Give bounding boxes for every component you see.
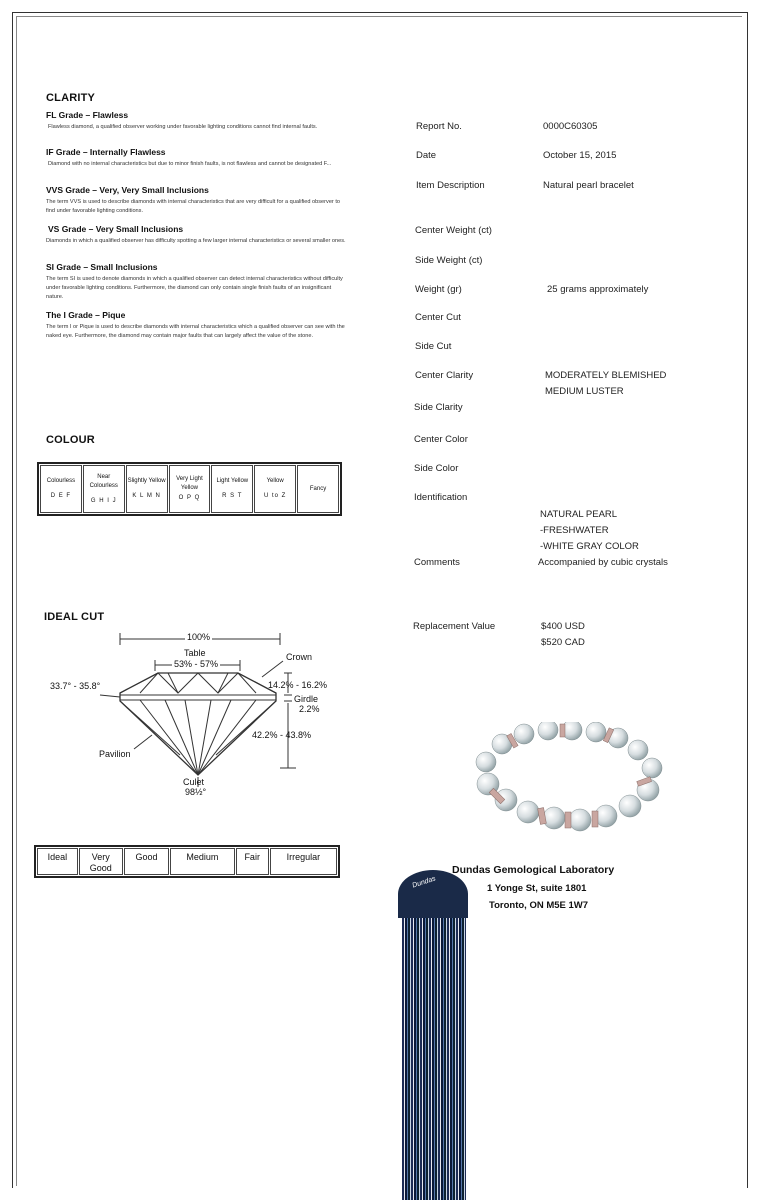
colour-cell-letters: K L M N xyxy=(132,493,161,499)
colour-scale-table xyxy=(37,462,342,516)
value-comments: Accompanied by cubic crystals xyxy=(538,557,668,568)
culet-label: Culet xyxy=(183,777,205,787)
value-report-no: 0000C60305 xyxy=(543,121,598,132)
table-range-label: 53% - 57% xyxy=(174,659,219,669)
grade-fl-text: Flawless diamond, a qualified observer working under favorable lighting conditions cannot find internal faults. xyxy=(48,124,318,130)
crown-height-label: 14.2% - 16.2% xyxy=(268,680,328,690)
culet-value-label: 98½° xyxy=(185,787,207,797)
label-side-color: Side Color xyxy=(414,463,459,474)
cut-grade-cell: Medium xyxy=(170,848,234,875)
value-identification-line1: NATURAL PEARL xyxy=(540,509,618,520)
grade-vs-text: Diamonds in which a qualified observer has difficulty spotting a few larger internal characteristics or several smaller ones. xyxy=(46,238,346,244)
colour-title: COLOUR xyxy=(46,434,95,446)
table-label: Table xyxy=(184,648,206,658)
colour-cell xyxy=(169,465,211,513)
lab-name: Dundas Gemological Laboratory xyxy=(452,864,615,876)
colour-cell-name: Colourless xyxy=(46,478,76,484)
girdle-value-label: 2.2% xyxy=(299,704,320,714)
colour-cell-letters: U to Z xyxy=(263,493,287,499)
girdle-label: Girdle xyxy=(294,694,319,704)
value-date: October 15, 2015 xyxy=(543,150,617,161)
label-center-cut: Center Cut xyxy=(415,312,461,323)
cut-grade-cell: Good xyxy=(124,848,169,875)
pavilion-label: Pavilion xyxy=(99,749,131,759)
colour-cell-letters: G H I J xyxy=(90,497,117,504)
value-identification-line2: -FRESHWATER xyxy=(540,525,609,536)
cut-grade-cell: Irregular xyxy=(270,848,337,875)
total-width-label: 100% xyxy=(187,632,211,642)
colour-cell xyxy=(83,465,125,513)
colour-cell-name: Fancy xyxy=(309,485,327,492)
value-item-description: Natural pearl bracelet xyxy=(543,180,634,191)
cut-grade-cell: Fair xyxy=(236,848,269,875)
label-weight: Weight (gr) xyxy=(415,284,462,295)
pavilion-depth-label: 42.2% - 43.8% xyxy=(252,730,312,740)
clarity-title: CLARITY xyxy=(46,92,96,104)
colour-cell-name: Slightly Yellow xyxy=(127,478,166,484)
colour-cell xyxy=(126,465,168,513)
value-center-clarity-line2: MEDIUM LUSTER xyxy=(545,386,624,397)
colour-cell-name: Near Colourless xyxy=(89,473,118,489)
cut-grade-cell: Very Good xyxy=(79,848,123,875)
pearl-bracelet-image xyxy=(466,722,666,834)
label-item-description: Item Description xyxy=(416,180,485,191)
label-side-weight: Side Weight (ct) xyxy=(415,255,483,266)
grade-fl-heading: FL Grade – Flawless xyxy=(46,110,129,120)
colour-cell xyxy=(254,465,296,513)
colour-cell xyxy=(297,465,339,513)
grade-si-text: The term SI is used to denote diamonds in which a qualified observer can detect internal characteristics without difficulty under favorable lighting conditions. Furthermore, the diamond can only contain single finish faults of an insignificant nature. xyxy=(46,276,343,300)
grade-vs-heading: VS Grade – Very Small Inclusions xyxy=(48,224,184,234)
label-center-clarity: Center Clarity xyxy=(415,370,474,381)
label-comments: Comments xyxy=(414,557,460,568)
colour-cell-letters: O P Q xyxy=(178,495,201,501)
colour-cell-letters: R S T xyxy=(222,493,243,499)
label-date: Date xyxy=(416,150,437,161)
label-center-color: Center Color xyxy=(414,434,468,445)
grade-si-heading: SI Grade – Small Inclusions xyxy=(46,262,158,272)
value-center-clarity: MODERATELY BLEMISHED xyxy=(545,370,667,381)
label-side-cut: Side Cut xyxy=(415,341,452,352)
colour-cell-letters: D E F xyxy=(50,493,72,499)
cut-grade-cell: Ideal xyxy=(37,848,78,875)
value-identification-line3: -WHITE GRAY COLOR xyxy=(540,541,639,552)
colour-cell-name: Very Light Yellow xyxy=(176,476,203,491)
value-replacement-usd: $400 USD xyxy=(541,621,585,632)
label-identification: Identification xyxy=(414,492,468,503)
grade-pique-heading: The I Grade – Pique xyxy=(46,310,126,320)
label-report-no: Report No. xyxy=(416,121,462,132)
label-replacement-value: Replacement Value xyxy=(413,621,496,632)
colour-cell-name: Yellow xyxy=(266,478,284,484)
grade-if-heading: IF Grade – Internally Flawless xyxy=(46,147,166,157)
colour-cell xyxy=(211,465,253,513)
colour-cell xyxy=(40,465,82,513)
lab-address-line2: Toronto, ON M5E 1W7 xyxy=(489,900,589,911)
grade-if-text: Diamond with no internal characteristics but due to minor finish faults, is not flawless and cannot be designated F... xyxy=(48,161,332,167)
crown-angle-label: 33.7° - 35.8° xyxy=(50,681,101,691)
ideal-cut-title: IDEAL CUT xyxy=(44,611,105,623)
value-replacement-cad: $520 CAD xyxy=(541,637,585,648)
grade-vvs-text: The term VVS is used to describe diamonds with internal characteristics that are very difficult for a qualified observer to find under favorable lighting conditions. xyxy=(46,199,341,214)
colour-cell-name: Light Yellow xyxy=(216,478,249,484)
scan-stripe-artifact xyxy=(402,890,466,1200)
value-weight: 25 grams approximately xyxy=(547,284,649,295)
lab-address-line1: 1 Yonge St, suite 1801 xyxy=(487,883,587,894)
seal-text: Dundas xyxy=(411,875,437,890)
grade-vvs-heading: VVS Grade – Very, Very Small Inclusions xyxy=(46,185,209,195)
label-center-weight: Center Weight (ct) xyxy=(415,225,492,236)
crown-label: Crown xyxy=(286,652,313,662)
cut-grade-table xyxy=(34,845,340,878)
label-side-clarity: Side Clarity xyxy=(414,402,463,413)
grade-pique-text: The term I or Pique is used to describe diamonds with internal characteristics which a qualified observer can see with the naked eye. Furthermore, the diamond may contain major faults that can largely affect the value of the stone. xyxy=(46,324,345,339)
